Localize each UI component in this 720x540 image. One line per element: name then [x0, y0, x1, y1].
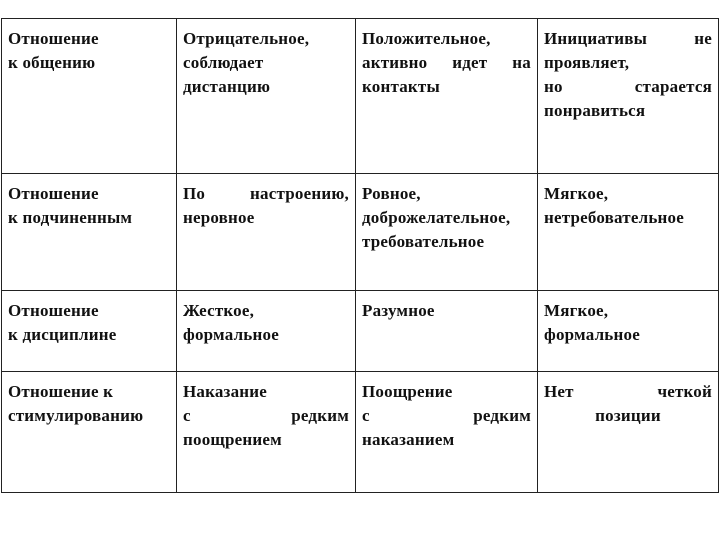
- table-cell: [177, 174, 356, 291]
- cell-line: дистанцию: [183, 77, 271, 96]
- cell-line: понравиться: [544, 101, 646, 120]
- cell-line: Отрицательное,: [183, 29, 310, 48]
- row-label-cell: [2, 372, 177, 493]
- table-cell: [356, 174, 538, 291]
- cell-line: нетребовательное: [544, 208, 684, 227]
- leadership-styles-table: [1, 18, 719, 493]
- cell-line: Наказание: [183, 382, 268, 401]
- cell-line: соблюдает: [183, 53, 264, 72]
- table-cell: [538, 174, 719, 291]
- table-cell: [356, 19, 538, 174]
- cell-line: контакты: [362, 77, 440, 96]
- row-label-cell: [2, 291, 177, 372]
- cell-line: наказанием: [362, 430, 455, 449]
- cell-line: формальное: [544, 325, 640, 344]
- cell-line: формальное: [183, 325, 279, 344]
- cell-line: к общению: [8, 53, 96, 72]
- cell-line: Инициативы не: [544, 29, 712, 48]
- cell-line: активно идет на: [362, 53, 531, 72]
- cell-line: Ровное,: [362, 184, 421, 203]
- table-row: [2, 19, 719, 174]
- cell-line: Отношение: [8, 301, 99, 320]
- cell-line: позиции: [595, 406, 661, 425]
- table-row: [2, 291, 719, 372]
- cell-line: неровное: [183, 208, 255, 227]
- table-cell: [356, 372, 538, 493]
- table-cell: [538, 372, 719, 493]
- cell-line: Отношение: [8, 184, 99, 203]
- table-cell: [177, 291, 356, 372]
- table-row: [2, 174, 719, 291]
- table-cell: [538, 291, 719, 372]
- cell-line: Мягкое,: [544, 184, 609, 203]
- cell-line: Разумное: [362, 301, 435, 320]
- table-cell: [177, 19, 356, 174]
- cell-line: Отношение: [8, 29, 99, 48]
- cell-line: требовательное: [362, 232, 485, 251]
- cell-line: но старается: [544, 77, 712, 96]
- cell-line: По настроению,: [183, 184, 349, 203]
- cell-line: проявляет,: [544, 53, 630, 72]
- cell-line: к подчиненным: [8, 208, 133, 227]
- table-cell: [356, 291, 538, 372]
- cell-line: с редким: [183, 406, 349, 425]
- cell-line: с редким: [362, 406, 531, 425]
- cell-line: Нет четкой: [544, 382, 712, 401]
- cell-line: стимулированию: [8, 406, 144, 425]
- row-label-cell: [2, 19, 177, 174]
- cell-line: Отношение к: [8, 382, 114, 401]
- table-cell: [177, 372, 356, 493]
- cell-line: к дисциплине: [8, 325, 117, 344]
- cell-line: Положительное,: [362, 29, 491, 48]
- cell-line: поощрением: [183, 430, 282, 449]
- table-row: [2, 372, 719, 493]
- cell-line: Поощрение: [362, 382, 453, 401]
- cell-line: Мягкое,: [544, 301, 609, 320]
- cell-line: доброжелательное,: [362, 208, 511, 227]
- table-cell: [538, 19, 719, 174]
- row-label-cell: [2, 174, 177, 291]
- cell-line: Жесткое,: [183, 301, 255, 320]
